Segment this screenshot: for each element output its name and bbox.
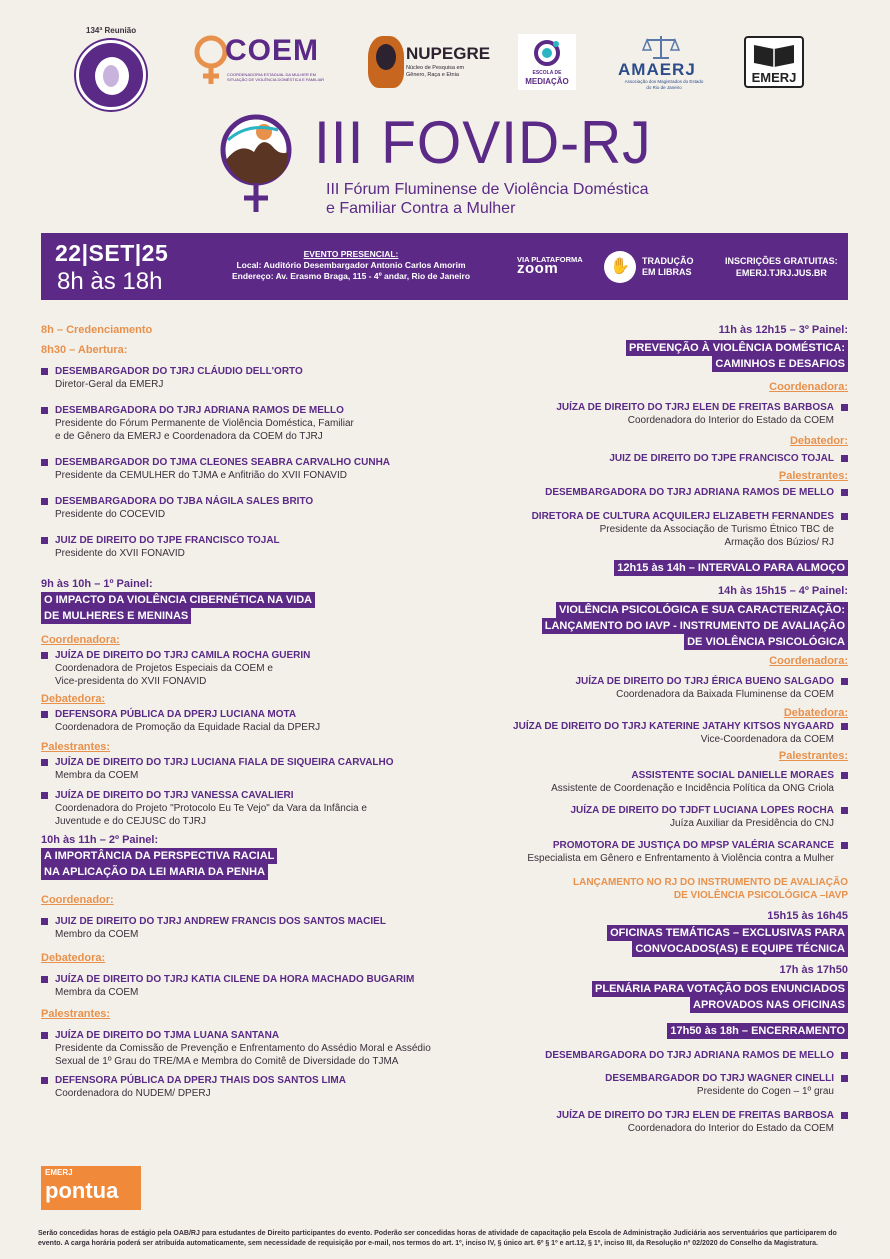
lunch-break bbox=[440, 560, 848, 576]
panel-1-speaker: JUÍZA DE DIREITO DO TJRJ VANESSA CAVALIERI Coordenadora do Projeto "Protocolo Eu Te Vejo" da Vara da Infância e Juventude e do CEJUSC do TJRJ bbox=[41, 789, 461, 828]
panel-4-title-line: LANÇAMENTO DO IAVP - INSTRUMENTO DE AVALIAÇÃO bbox=[542, 618, 848, 634]
panel-4-deb-label: Debatedora: bbox=[783, 707, 848, 719]
mediacao-icon bbox=[532, 38, 562, 68]
opening-speaker: JUIZ DE DIREITO DO TJPE FRANCISCO TOJAL Presidente do XVII FONAVID bbox=[41, 534, 461, 560]
event-info-banner bbox=[41, 233, 848, 300]
amaerj-logo bbox=[616, 34, 706, 92]
panel-1-coord-label: Coordenadora: bbox=[41, 634, 120, 646]
registration-link[interactable]: EMERJ.TJRJ.JUS.BR bbox=[735, 268, 827, 278]
platform-label: VIA PLATAFORMA bbox=[517, 255, 583, 264]
emerj-title: EMERJ bbox=[751, 70, 797, 85]
nupegre-logo bbox=[368, 34, 491, 90]
panel-4-coordinator: JUÍZA DE DIREITO DO TJRJ ÉRICA BUENO SALGADO Coordenadora da Baixada Fluminense da COEM bbox=[440, 675, 848, 701]
event-type: EVENTO PRESENCIAL: bbox=[303, 249, 399, 259]
emerj-logo bbox=[744, 36, 804, 88]
panel-2-pal-label: Palestrantes: bbox=[41, 1008, 111, 1020]
panel-2-title bbox=[41, 848, 461, 880]
panel-1-title-line: DE MULHERES E MENINAS bbox=[41, 608, 191, 624]
workshops-title-line: CONVOCADOS(AS) E EQUIPE TÉCNICA bbox=[632, 941, 848, 957]
credenciamento: 8h – Credenciamento bbox=[41, 324, 153, 336]
closing-speaker: DESEMBARGADORA DO TJRJ ADRIANA RAMOS DE MELLO bbox=[440, 1049, 848, 1062]
panel-1-title-line: O IMPACTO DA VIOLÊNCIA CIBERNÉTICA NA VIDA bbox=[41, 592, 315, 608]
panel-1-title bbox=[41, 592, 461, 624]
panel-3-coord-label: Coordenadora: bbox=[769, 381, 848, 393]
panel-3-debater: JUIZ DE DIREITO DO TJPE FRANCISCO TOJAL bbox=[440, 452, 848, 465]
abertura: 8h30 – Abertura: bbox=[41, 344, 128, 356]
panel-3-time: 11h às 12h15 – 3º Painel: bbox=[718, 324, 848, 336]
closing bbox=[440, 1023, 848, 1039]
amaerj-title: AMAERJ bbox=[618, 60, 696, 79]
panel-2-speaker: JUÍZA DE DIREITO DO TJMA LUANA SANTANA Presidente da Comissão de Prevenção e Enfrentamento do Assédio Moral e Assédio Sexual de 1º Grau do TRE/MA e Membra do Comitê de Diversidade do TJMA bbox=[41, 1029, 461, 1068]
sign-language-icon: ✋ bbox=[604, 251, 636, 283]
panel-4-speaker: ASSISTENTE SOCIAL DANIELLE MORAES Assistente de Coordenação e Incidência Política da ONG Criola bbox=[440, 769, 848, 795]
closing-speaker: DESEMBARGADOR DO TJRJ WAGNER CINELLI Presidente do Cogen – 1º grau bbox=[440, 1072, 848, 1098]
mediacao-school: ESCOLA DE bbox=[532, 70, 562, 76]
panel-4-title-line: VIOLÊNCIA PSICOLÓGICA E SUA CARACTERIZAÇÃO: bbox=[556, 602, 848, 618]
panel-1-speaker: JUÍZA DE DIREITO DO TJRJ LUCIANA FIALA DE SIQUEIRA CARVALHO Membra da COEM bbox=[41, 756, 461, 782]
panel-4-debater: JUÍZA DE DIREITO DO TJRJ KATERINE JATAHY KITSOS NYGAARD Vice-Coordenadora da COEM bbox=[440, 720, 848, 746]
coem-subtitle: COORDENADORIA ESTADUAL DA MULHER EM SITUAÇÃO DE VIOLÊNCIA DOMÉSTICA E FAMILIAR bbox=[227, 72, 325, 82]
opening-speaker: DESEMBARGADORA DO TJRJ ADRIANA RAMOS DE MELLO Presidente do Fórum Permanente de Violência Doméstica, Familiar e de Gênero da EMERJ e Coordenadora da COEM do TJRJ bbox=[41, 404, 461, 443]
workshops-title bbox=[440, 925, 848, 957]
translation-line-1: TRADUÇÃO bbox=[642, 256, 694, 266]
closing-label: 17h50 às 18h – ENCERRAMENTO bbox=[667, 1023, 848, 1039]
panel-4-time: 14h às 15h15 – 4º Painel: bbox=[718, 585, 848, 597]
panel-3-title-line: PREVENÇÃO À VIOLÊNCIA DOMÉSTICA: bbox=[626, 340, 848, 356]
program-right-column bbox=[440, 324, 848, 1135]
nupegre-subtitle: Núcleo de Pesquisa em Gênero, Raça e Etnia bbox=[406, 65, 465, 78]
translation-info bbox=[642, 256, 694, 278]
panel-2-time: 10h às 11h – 2º Painel: bbox=[41, 834, 159, 846]
fovid-emblem bbox=[218, 112, 294, 214]
event-date: 22|SET|25 bbox=[55, 240, 169, 266]
panel-2-title-line: NA APLICAÇÃO DA LEI MARIA DA PENHA bbox=[41, 864, 268, 880]
panel-2-coord-label: Coordenador: bbox=[41, 894, 114, 906]
panel-3-speaker: DESEMBARGADORA DO TJRJ ADRIANA RAMOS DE MELLO bbox=[440, 486, 848, 499]
panel-4-coord-label: Coordenadora: bbox=[769, 655, 848, 667]
registration-label: INSCRIÇÕES GRATUITAS: bbox=[725, 256, 838, 266]
plenary-title bbox=[440, 981, 848, 1013]
mediacao-title: MEDIAÇÃO bbox=[525, 77, 569, 86]
opening-speaker: DESEMBARGADOR DO TJMA CLEONES SEABRA CARVALHO CUNHA Presidente da CEMULHER do TJMA e Anfitrião do XVII FONAVID bbox=[41, 456, 461, 482]
nupegre-title: NUPEGRE bbox=[406, 44, 491, 63]
amaerj-subtitle: Associação dos Magistrados do Estado do Rio de Janeiro bbox=[624, 79, 704, 90]
panel-1-debater: DEFENSORA PÚBLICA DA DPERJ LUCIANA MOTA Coordenadora de Promoção da Equidade Racial da DPERJ bbox=[41, 708, 461, 734]
panel-1-time: 9h às 10h – 1º Painel: bbox=[41, 578, 153, 590]
iavp-launch-line: LANÇAMENTO NO RJ DO INSTRUMENTO DE AVALIAÇÃO bbox=[572, 877, 848, 888]
panel-2-coordinator: JUIZ DE DIREITO DO TJRJ ANDREW FRANCIS DOS SANTOS MACIEL Membro da COEM bbox=[41, 915, 461, 941]
closing-speaker: JUÍZA DE DIREITO DO TJRJ ELEN DE FREITAS BARBOSA Coordenadora do Interior do Estado da COEM bbox=[440, 1109, 848, 1135]
opening-speaker: DESEMBARGADORA DO TJBA NÁGILA SALES BRITO Presidente do COCEVID bbox=[41, 495, 461, 521]
panel-1-deb-label: Debatedora: bbox=[41, 693, 106, 705]
panel-3-title bbox=[440, 340, 848, 372]
coem-logo bbox=[191, 34, 331, 86]
panel-3-pal-label: Palestrantes: bbox=[778, 470, 848, 482]
panel-2-title-line: A IMPORTÂNCIA DA PERSPECTIVA RACIAL bbox=[41, 848, 277, 864]
forum-logo bbox=[76, 40, 146, 110]
venue-local: Local: Auditório Desembargador Antonio Carlos Amorim bbox=[236, 260, 466, 270]
scales-icon bbox=[641, 34, 681, 60]
panel-4-speaker: JUÍZA DE DIREITO DO TJDFT LUCIANA LOPES ROCHA Juíza Auxiliar da Presidência do CNJ bbox=[440, 804, 848, 830]
panel-3-coordinator: JUÍZA DE DIREITO DO TJRJ ELEN DE FREITAS BARBOSA Coordenadora do Interior do Estado da COEM bbox=[440, 401, 848, 427]
panel-2-deb-label: Debatedora: bbox=[41, 952, 106, 964]
workshops-title-line: OFICINAS TEMÁTICAS – EXCLUSIVAS PARA bbox=[607, 925, 848, 941]
iavp-launch bbox=[440, 876, 848, 902]
panel-2-speaker: DEFENSORA PÚBLICA DA DPERJ THAIS DOS SANTOS LIMA Coordenadora do NUDEM/ DPERJ bbox=[41, 1074, 461, 1100]
event-hours: 8h às 18h bbox=[57, 268, 163, 295]
footnote: Serão concedidas horas de estágio pela OAB/RJ para estudantes de Direito participantes do evento. Poderão ser concedidas horas de atividade de capacitação pela Escola de Administração Judiciária aos serventuários que participarem do evento. A carga horária poderá ser atribuída automaticamente, sem necessidade de requisição por e-mail, nos termos do art. 1º, inciso IV, § único art. 6º § 1º e art.12, § 1º, inciso III, da Resolução nº 02/2020 do Conselho da Magistratura. bbox=[38, 1230, 837, 1247]
panel-4-pal-label: Palestrantes: bbox=[778, 750, 848, 762]
venue-info bbox=[221, 249, 481, 282]
zoom-logo: zoom bbox=[517, 260, 559, 277]
plenary-title-line: APROVADOS NAS OFICINAS bbox=[690, 997, 848, 1013]
book-icon bbox=[752, 41, 796, 67]
panel-4-title bbox=[440, 602, 848, 650]
plenary-time: 17h às 17h50 bbox=[779, 964, 848, 976]
panel-4-speaker: PROMOTORA DE JUSTIÇA DO MPSP VALÉRIA SCARANCE Especialista em Gênero e Enfrentamento à Violência contra a Mulher bbox=[440, 839, 848, 865]
pontua-title: pontua bbox=[45, 1178, 119, 1203]
event-subtitle-1: III Fórum Fluminense de Violência Doméstica bbox=[326, 181, 649, 198]
venue-address: Endereço: Av. Erasmo Braga, 115 - 4º andar, Rio de Janeiro bbox=[231, 271, 471, 281]
panel-1-pal-label: Palestrantes: bbox=[41, 741, 111, 753]
event-title: III FOVID-RJ bbox=[314, 109, 652, 176]
registration-info bbox=[725, 255, 838, 279]
event-subtitle-2: e Familiar Contra a Mulher bbox=[326, 200, 516, 217]
iavp-launch-line: DE VIOLÊNCIA PSICOLÓGICA –IAVP bbox=[673, 890, 848, 901]
opening-speaker: DESEMBARGADOR DO TJRJ CLÁUDIO DELL'ORTO Diretor-Geral da EMERJ bbox=[41, 365, 461, 391]
coem-title: COEM bbox=[225, 34, 319, 67]
panel-1-coordinator: JUÍZA DE DIREITO DO TJRJ CAMILA ROCHA GUERIN Coordenadora de Projetos Especiais da COEM e Vice-presidenta do XVII FONAVID bbox=[41, 649, 461, 688]
program-left-column bbox=[41, 324, 461, 1100]
meeting-label: 134ª Reunião bbox=[86, 26, 137, 35]
lunch-break-label: 12h15 às 14h – INTERVALO PARA ALMOÇO bbox=[614, 560, 848, 576]
panel-4-title-line: DE VIOLÊNCIA PSICOLÓGICA bbox=[684, 634, 848, 650]
emerj-pontua-logo bbox=[41, 1166, 141, 1210]
workshops-time: 15h15 às 16h45 bbox=[767, 910, 848, 922]
translation-line-2: EM LIBRAS bbox=[642, 267, 692, 277]
plenary-title-line: PLENÁRIA PARA VOTAÇÃO DOS ENUNCIADOS bbox=[592, 981, 848, 997]
mediacao-logo bbox=[518, 34, 576, 90]
female-symbol-icon bbox=[218, 112, 294, 214]
pontua-emerj: EMERJ bbox=[45, 1168, 73, 1177]
panel-3-speaker: DIRETORA DE CULTURA ACQUILERJ ELIZABETH FERNANDES Presidente da Associação de Turismo Étnico TBC de Armação dos Búzios/ RJ bbox=[440, 510, 848, 549]
panel-3-deb-label: Debatedor: bbox=[789, 435, 848, 447]
panel-3-title-line: CAMINHOS E DESAFIOS bbox=[712, 356, 848, 372]
panel-2-debater: JUÍZA DE DIREITO DO TJRJ KATIA CILENE DA HORA MACHADO BUGARIM Membra da COEM bbox=[41, 973, 461, 999]
platform-info bbox=[517, 255, 583, 277]
